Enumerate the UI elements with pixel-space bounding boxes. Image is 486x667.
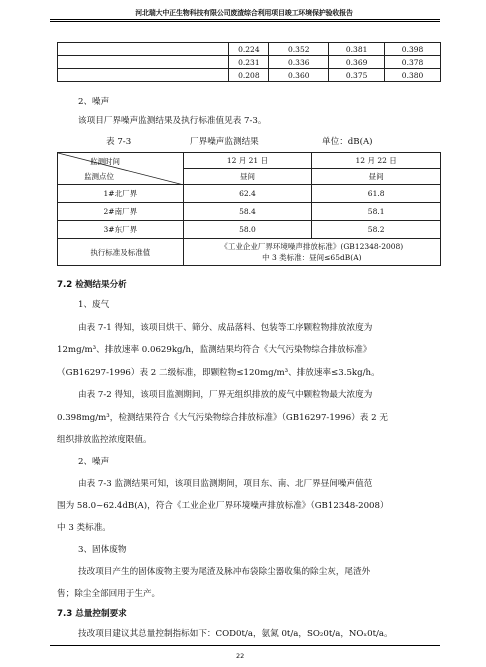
subheading-gas: 1、废气 — [78, 300, 110, 310]
table-cell: 0.231 — [229, 56, 269, 69]
value-cell: 58.4 — [183, 203, 312, 221]
paragraph-line: 由表 7-1 得知，该项目烘干、筛分、成品落料、包装等工序颗粒物排放浓度为 — [78, 323, 373, 333]
corner-label-point: 监测点位 — [84, 172, 114, 181]
footer-rule — [50, 645, 440, 646]
header-rule-double — [50, 21, 440, 22]
date-header: 12 月 21 日 — [183, 153, 312, 169]
value-cell: 58.0 — [183, 221, 312, 239]
paragraph-line: 组织排放监控浓度限值。 — [57, 435, 152, 445]
table-row — [58, 203, 441, 221]
subheading-noise: 2、噪声 — [78, 457, 110, 467]
paragraph-line: 围为 58.0~62.4dB(A)，符合《工业企业厂界环境噪声排放标准》（GB12348-2008） — [57, 501, 389, 511]
table-cell: 0.398 — [385, 43, 441, 56]
value-cell: 58.2 — [312, 221, 441, 239]
table-caption-number: 表 7-3 — [106, 137, 132, 147]
noise-subheading: 2、噪声 — [78, 97, 110, 107]
table-cell: 0.360 — [269, 69, 329, 82]
paragraph-line: 售；除尘全部回用于生产。 — [57, 589, 161, 599]
table-row — [58, 239, 441, 266]
value-cell: 62.4 — [183, 185, 312, 203]
page-header: 河北瑞大中正生物科技有限公司废渣综合利用项目竣工环境保护验收报告 — [135, 9, 353, 17]
table-cell — [58, 69, 229, 82]
table-cell: 0.369 — [329, 56, 385, 69]
paragraph-line: 12mg/m³、排放速率 0.0629kg/h，监测结果均符合《大气污染物综合排放标准》 — [57, 345, 372, 355]
table-cell: 0.224 — [229, 43, 269, 56]
header-rule — [50, 19, 440, 20]
section-heading: 7.2 检测结果分析 — [57, 280, 127, 290]
table-cell: 0.336 — [269, 56, 329, 69]
paragraph-line: 技改项目产生的固体废物主要为尾渣及脉冲布袋除尘器收集的除尘灰，尾渣外 — [78, 567, 371, 577]
monitoring-table-top — [57, 42, 441, 82]
period-header: 昼间 — [312, 169, 441, 185]
value-cell: 61.8 — [312, 185, 441, 203]
table-row — [58, 185, 441, 203]
corner-label-time: 监测时间 — [90, 157, 120, 166]
value-cell: 58.1 — [312, 203, 441, 221]
table-cell — [58, 43, 229, 56]
standard-value — [183, 239, 440, 266]
standard-line: 《工业企业厂界环境噪声排放标准》(GB12348-2008) — [220, 242, 404, 251]
table-cell: 0.380 — [385, 69, 441, 82]
table-cell: 0.378 — [385, 56, 441, 69]
table-cell: 0.352 — [269, 43, 329, 56]
paragraph-line: 中 3 类标准。 — [57, 523, 111, 533]
table-row — [58, 69, 441, 82]
table-cell — [58, 56, 229, 69]
point-cell: 2#南厂界 — [58, 203, 184, 221]
noise-intro: 该项目厂界噪声监测结果及执行标准值见表 7-3。 — [78, 116, 267, 126]
standard-line: 中 3 类标准：昼间≤65dB(A) — [262, 253, 362, 262]
noise-table — [57, 152, 441, 266]
paragraph-line: 0.398mg/m³，检测结果符合《大气污染物综合排放标准》（GB16297-1996）表 2 无 — [57, 413, 388, 423]
date-header: 12 月 22 日 — [312, 153, 441, 169]
page-number: 22 — [236, 652, 245, 660]
paragraph-line: 技改项目建议其总量控制指标如下：COD0t/a，氨氮 0t/a，SO₂0t/a，NOₓ0t/a。 — [78, 629, 393, 639]
paragraph-line: 由表 7-2 得知，该项目监测期间，厂界无组织排放的废气中颗粒物最大浓度为 — [78, 390, 373, 400]
paragraph-line: （GB16297-1996）表 2 二级标准，即颗粒物≤120mg/m³、排放速率≤3.5kg/h。 — [57, 368, 380, 378]
table-cell: 0.375 — [329, 69, 385, 82]
standard-label: 执行标准及标准值 — [58, 239, 184, 266]
period-header: 昼间 — [183, 169, 312, 185]
table-caption-unit: 单位：dB(A) — [322, 137, 373, 147]
point-cell: 3#东厂界 — [58, 221, 184, 239]
table-row — [58, 56, 441, 69]
diagonal-line — [58, 153, 184, 185]
subheading-waste: 3、固体废物 — [78, 545, 127, 555]
table-caption-title: 厂界噪声监测结果 — [190, 137, 259, 147]
point-cell: 1#北厂界 — [58, 185, 184, 203]
table-cell: 0.208 — [229, 69, 269, 82]
table-corner-cell — [58, 153, 184, 185]
paragraph-line: 由表 7-3 监测结果可知，该项目监测期间，项目东、南、北厂界昼间噪声值范 — [78, 479, 373, 489]
table-cell: 0.381 — [329, 43, 385, 56]
table-row — [58, 43, 441, 56]
section-heading: 7.3 总量控制要求 — [57, 609, 127, 619]
table-row — [58, 221, 441, 239]
